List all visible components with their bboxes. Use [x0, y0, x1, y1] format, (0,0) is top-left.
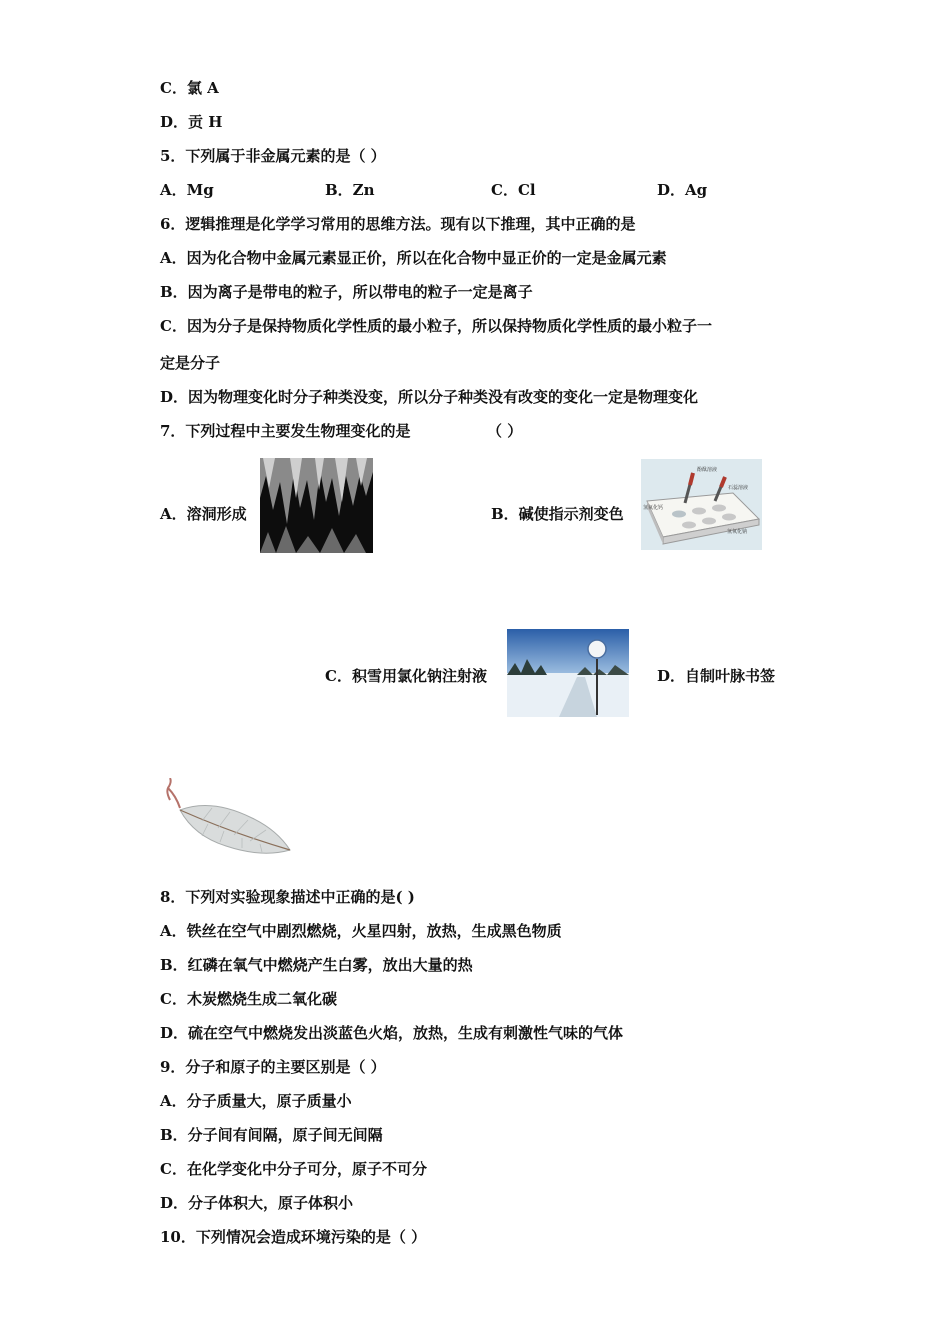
q5-option-a: A．Mg	[160, 181, 214, 199]
spot-plate-image	[641, 459, 762, 550]
q9-stem: 9．分子和原子的主要区别是（ ）	[160, 1058, 386, 1076]
q8-option-b: B．红磷在氧气中燃烧产生白雾，放出大量的热	[160, 956, 473, 974]
q9-option-c: C．在化学变化中分子可分，原子不可分	[160, 1160, 427, 1178]
q7-option-d: D．自制叶脉书签	[657, 667, 776, 685]
q7-option-c: C．积雪用氯化钠注射液	[325, 667, 487, 685]
q4-option-c: C．氯 A	[160, 79, 219, 97]
q7-option-b: B．碱使指示剂变色	[491, 505, 624, 523]
phenolphthalein-label: 酚酞溶液	[697, 467, 718, 473]
q9-option-a: A．分子质量大，原子质量小	[160, 1092, 352, 1110]
leaf-skeleton-image	[162, 778, 292, 868]
q10-stem: 10．下列情况会造成环境污染的是（ ）	[160, 1228, 427, 1246]
calcium-hydroxide-label: 氢氧化钙	[643, 505, 664, 511]
q6-option-c-line1: C．因为分子是保持物质化学性质的最小粒子，所以保持物质化学性质的最小粒子一	[160, 317, 712, 335]
q7-answer-paren: （ ）	[487, 422, 523, 440]
q8-option-a: A．铁丝在空气中剧烈燃烧，火星四射，放热，生成黑色物质	[160, 922, 562, 940]
q4-option-d: D．贡 H	[160, 113, 223, 131]
q5-option-c: C．Cl	[491, 181, 536, 199]
cave-image	[260, 458, 373, 553]
snow-road-image	[507, 629, 629, 717]
q5-option-d: D．Ag	[657, 181, 708, 199]
sodium-hydroxide-label: 氢氧化钠	[727, 529, 748, 535]
q7-option-a: A．溶洞形成	[160, 505, 247, 523]
q9-option-b: B．分子间有间隔，原子间无间隔	[160, 1126, 383, 1144]
q6-option-b: B．因为离子是带电的粒子，所以带电的粒子一定是离子	[160, 283, 533, 301]
litmus-label: 石蕊溶液	[728, 485, 749, 491]
q6-option-d: D．因为物理变化时分子种类没变，所以分子种类没有改变的变化一定是物理变化	[160, 388, 699, 406]
q9-option-d: D．分子体积大，原子体积小	[160, 1194, 354, 1212]
q6-option-a: A．因为化合物中金属元素显正价，所以在化合物中显正价的一定是金属元素	[160, 249, 667, 267]
q6-option-c-line2: 定是分子	[160, 354, 221, 372]
q5-stem: 5．下列属于非金属元素的是（ ）	[160, 147, 386, 165]
q8-option-d: D．硫在空气中燃烧发出淡蓝色火焰，放热，生成有刺激性气味的气体	[160, 1024, 624, 1042]
q5-option-b: B．Zn	[325, 181, 375, 199]
q8-stem: 8．下列对实验现象描述中正确的是( )	[160, 888, 415, 906]
q7-stem: 7．下列过程中主要发生物理变化的是	[160, 422, 411, 440]
q8-option-c: C．木炭燃烧生成二氧化碳	[160, 990, 337, 1008]
q6-stem: 6．逻辑推理是化学学习常用的思维方法。现有以下推理，其中正确的是	[160, 215, 636, 233]
